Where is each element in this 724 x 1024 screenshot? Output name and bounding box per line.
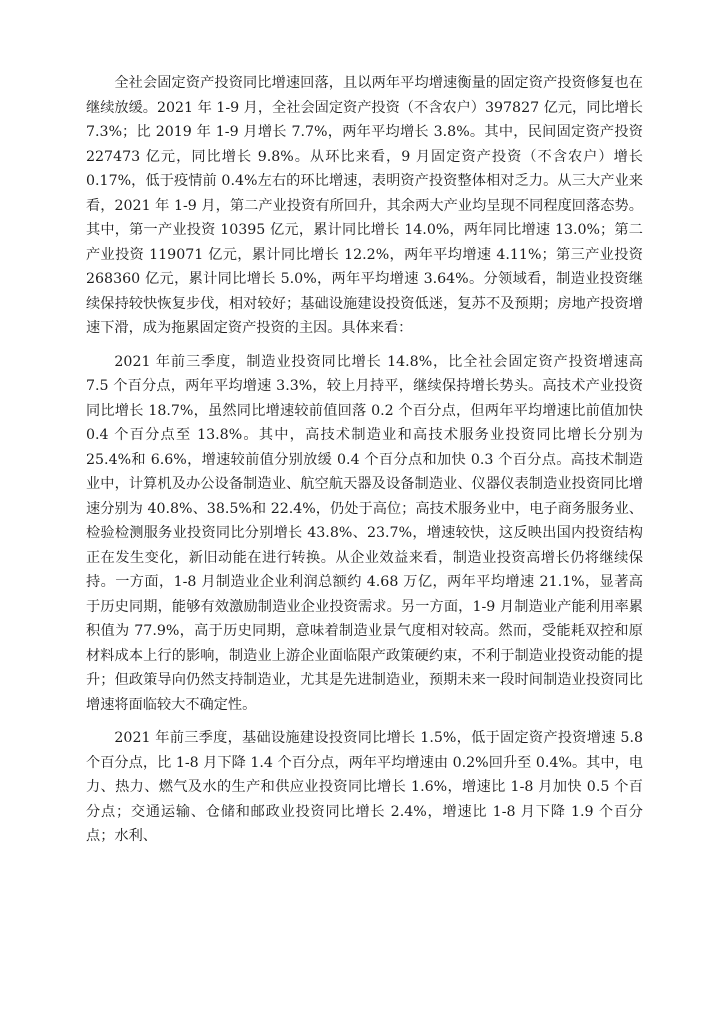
paragraph-manufacturing-investment: 2021 年前三季度，制造业投资同比增长 14.8%，比全社会固定资产投资增速高 7.5 个百分点，两年平均增速 3.3%，较上月持平，继续保持增长势头。高技术产业投资同比增长 18.7%，虽然同比增速较前值回落 0.2 个百分点，但两年平均增速比前值加快 0.4 个百分点至 13.8%。其中，高技术制造业和高技术服务业投资同比增长分别为 25.4%和 6.6%，增速较前值分别放缓 0.4 个百分点和加快 0.3 个百分点。高技术制造业中，计算机及办公设备制造业、航空航天器及设备制造业、仪器仪表制造业投资同比增速分别为 40.8%、38.5%和 22.4%，仍处于高位；高技术服务业中，电子商务服务业、检验检测服务业投资同比分别增长 43.8%、23.7%，增速较快，这反映出国内投资结构正在发生变化，新旧动能在进行转换。从企业效益来看，制造业投资高增长仍将继续保持。一方面，1-8 月制造业企业利润总额约 4.68 万亿，两年平均增速 21.1%，显著高于历史同期，能够有效激励制造业企业投资需求。另一方面，1-9 月制造业产能利用率累积值为 77.9%，高于历史同期，意味着制造业景气度相对较高。然而，受能耗双控和原材料成本上行的影响，制造业上游企业面临限产政策硬约束，不利于制造业投资动能的提升；但政策导向仍然支持制造业，尤其是先进制造业，预期未来一段时间制造业投资同比增速将面临较大不确定性。	[86, 353, 643, 713]
paragraph-infrastructure-investment: 2021 年前三季度，基础设施建设投资同比增长 1.5%，低于固定资产投资增速 5.8 个百分点，比 1-8 月下降 1.4 个百分点，两年平均增速由 0.2%回升至 0.4%。其中，电力、热力、燃气及水的生产和供应业投资同比增长 1.6%，增速比 1-8 月加快 0.5 个百分点；交通运输、仓储和邮政业投资同比增长 2.4%，增速比 1-8 月下降 1.9 个百分点；水利、	[86, 730, 643, 844]
paragraph-investment-overview: 全社会固定资产投资同比增速回落，且以两年平均增速衡量的固定资产投资修复也在继续放缓。2021 年 1-9 月，全社会固定资产投资（不含农户）397827 亿元，同比增长 7.3%；比 2019 年 1-9 月增长 7.7%，两年平均增长 3.8%。其中，民间固定资产投资 227473 亿元，同比增长 9.8%。从环比来看，9 月固定资产投资（不含农户）增长 0.17%，低于疫情前 0.4%左右的环比增速，表明资产投资整体相对乏力。从三大产业来看，2021 年 1-9 月，第二产业投资有所回升，其余两大产业均呈现不同程度回落态势。其中，第一产业投资 10395 亿元，累计同比增长 14.0%，两年同比增速 13.0%；第二产业投资 119071 亿元，累计同比增长 12.2%，两年平均增速 4.11%；第三产业投资 268360 亿元，累计同比增长 5.0%，两年平均增速 3.64%。分领域看，制造业投资继续保持较快恢复步伐，相对较好；基础设施建设投资低迷，复苏不及预期；房地产投资增速下滑，成为拖累固定资产投资的主因。具体来看：	[86, 75, 643, 336]
document-body	[86, 71, 643, 849]
